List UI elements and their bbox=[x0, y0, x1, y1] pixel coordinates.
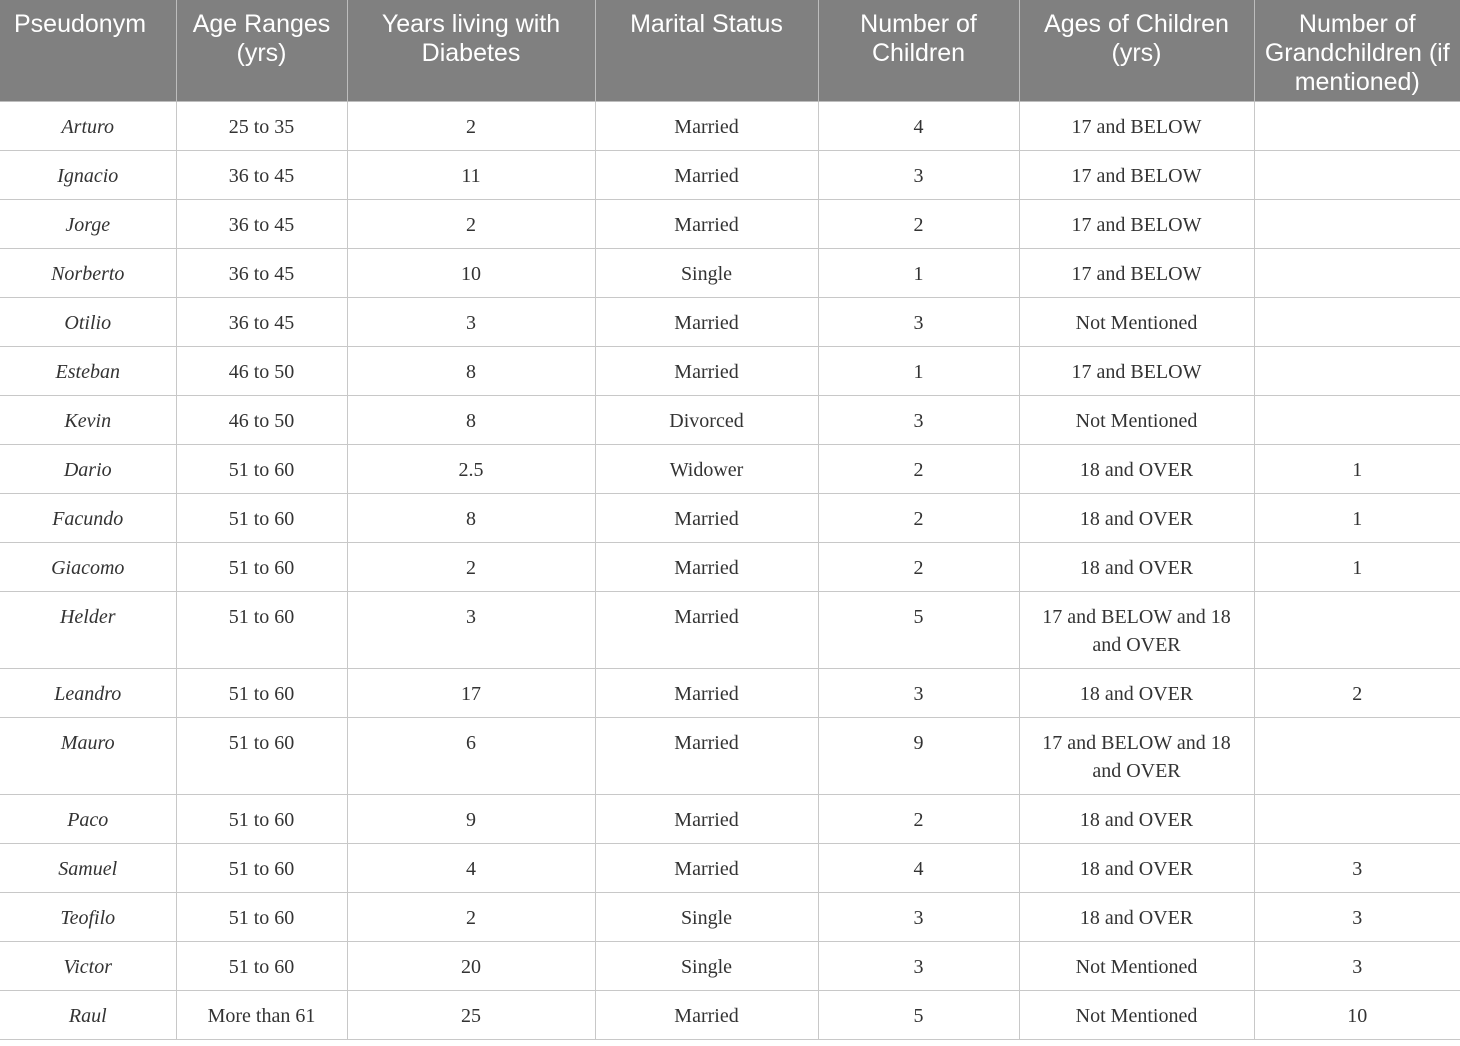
cell-ages-of-children: Not Mentioned bbox=[1019, 297, 1254, 346]
table-row bbox=[0, 843, 1460, 892]
header-age-ranges: Age Ranges (yrs) bbox=[176, 0, 347, 101]
cell-marital-status: Divorced bbox=[595, 395, 818, 444]
cell-age-range: 36 to 45 bbox=[176, 297, 347, 346]
cell-age-range: 51 to 60 bbox=[176, 542, 347, 591]
cell-number-of-children: 1 bbox=[818, 248, 1019, 297]
cell-number-of-children: 3 bbox=[818, 892, 1019, 941]
table-row bbox=[0, 150, 1460, 199]
cell-pseudonym: Paco bbox=[0, 794, 176, 843]
cell-age-range: 36 to 45 bbox=[176, 248, 347, 297]
table-body bbox=[0, 101, 1460, 1039]
table-header-row bbox=[0, 0, 1460, 101]
table-row bbox=[0, 892, 1460, 941]
cell-number-of-children: 2 bbox=[818, 493, 1019, 542]
header-marital-status: Marital Status bbox=[595, 0, 818, 101]
table-row bbox=[0, 395, 1460, 444]
cell-pseudonym: Kevin bbox=[0, 395, 176, 444]
cell-years-with-diabetes: 8 bbox=[347, 346, 595, 395]
cell-number-of-grandchildren: 1 bbox=[1254, 444, 1460, 493]
table-row bbox=[0, 346, 1460, 395]
cell-ages-of-children: 18 and OVER bbox=[1019, 794, 1254, 843]
table-row bbox=[0, 493, 1460, 542]
cell-ages-of-children: 18 and OVER bbox=[1019, 843, 1254, 892]
cell-years-with-diabetes: 4 bbox=[347, 843, 595, 892]
cell-marital-status: Married bbox=[595, 794, 818, 843]
cell-marital-status: Married bbox=[595, 843, 818, 892]
cell-number-of-children: 2 bbox=[818, 542, 1019, 591]
cell-years-with-diabetes: 2 bbox=[347, 542, 595, 591]
cell-years-with-diabetes: 8 bbox=[347, 493, 595, 542]
cell-number-of-children: 3 bbox=[818, 395, 1019, 444]
cell-number-of-grandchildren bbox=[1254, 101, 1460, 150]
header-number-of-children: Number of Children bbox=[818, 0, 1019, 101]
cell-ages-of-children: 17 and BELOW bbox=[1019, 101, 1254, 150]
table-row bbox=[0, 248, 1460, 297]
cell-age-range: 51 to 60 bbox=[176, 493, 347, 542]
cell-years-with-diabetes: 2 bbox=[347, 101, 595, 150]
cell-number-of-grandchildren: 1 bbox=[1254, 542, 1460, 591]
cell-marital-status: Married bbox=[595, 591, 818, 668]
cell-marital-status: Married bbox=[595, 346, 818, 395]
cell-age-range: 36 to 45 bbox=[176, 150, 347, 199]
cell-ages-of-children: 17 and BELOW bbox=[1019, 248, 1254, 297]
cell-pseudonym: Ignacio bbox=[0, 150, 176, 199]
cell-years-with-diabetes: 6 bbox=[347, 717, 595, 794]
cell-pseudonym: Norberto bbox=[0, 248, 176, 297]
table-row bbox=[0, 591, 1460, 668]
cell-age-range: 25 to 35 bbox=[176, 101, 347, 150]
cell-number-of-grandchildren bbox=[1254, 150, 1460, 199]
cell-marital-status: Single bbox=[595, 248, 818, 297]
cell-years-with-diabetes: 3 bbox=[347, 591, 595, 668]
cell-pseudonym: Mauro bbox=[0, 717, 176, 794]
cell-age-range: 51 to 60 bbox=[176, 794, 347, 843]
cell-number-of-grandchildren: 1 bbox=[1254, 493, 1460, 542]
cell-number-of-grandchildren bbox=[1254, 297, 1460, 346]
cell-number-of-grandchildren: 3 bbox=[1254, 843, 1460, 892]
cell-number-of-grandchildren: 10 bbox=[1254, 990, 1460, 1039]
cell-pseudonym: Raul bbox=[0, 990, 176, 1039]
cell-years-with-diabetes: 2.5 bbox=[347, 444, 595, 493]
cell-number-of-children: 5 bbox=[818, 591, 1019, 668]
cell-number-of-grandchildren bbox=[1254, 199, 1460, 248]
cell-number-of-children: 3 bbox=[818, 150, 1019, 199]
cell-number-of-children: 1 bbox=[818, 346, 1019, 395]
cell-pseudonym: Dario bbox=[0, 444, 176, 493]
cell-ages-of-children: 18 and OVER bbox=[1019, 892, 1254, 941]
cell-age-range: 51 to 60 bbox=[176, 591, 347, 668]
cell-number-of-children: 2 bbox=[818, 444, 1019, 493]
cell-pseudonym: Teofilo bbox=[0, 892, 176, 941]
cell-ages-of-children: 18 and OVER bbox=[1019, 668, 1254, 717]
cell-number-of-children: 3 bbox=[818, 941, 1019, 990]
cell-pseudonym: Victor bbox=[0, 941, 176, 990]
cell-years-with-diabetes: 2 bbox=[347, 892, 595, 941]
cell-years-with-diabetes: 8 bbox=[347, 395, 595, 444]
table-row bbox=[0, 199, 1460, 248]
cell-marital-status: Married bbox=[595, 668, 818, 717]
cell-ages-of-children: 17 and BELOW bbox=[1019, 150, 1254, 199]
cell-number-of-children: 4 bbox=[818, 843, 1019, 892]
cell-pseudonym: Arturo bbox=[0, 101, 176, 150]
cell-years-with-diabetes: 17 bbox=[347, 668, 595, 717]
table-row bbox=[0, 717, 1460, 794]
cell-pseudonym: Jorge bbox=[0, 199, 176, 248]
cell-years-with-diabetes: 3 bbox=[347, 297, 595, 346]
table-row bbox=[0, 668, 1460, 717]
cell-years-with-diabetes: 11 bbox=[347, 150, 595, 199]
table-row bbox=[0, 444, 1460, 493]
cell-ages-of-children: Not Mentioned bbox=[1019, 941, 1254, 990]
cell-number-of-grandchildren bbox=[1254, 591, 1460, 668]
cell-pseudonym: Giacomo bbox=[0, 542, 176, 591]
cell-age-range: 51 to 60 bbox=[176, 668, 347, 717]
cell-pseudonym: Esteban bbox=[0, 346, 176, 395]
cell-pseudonym: Otilio bbox=[0, 297, 176, 346]
header-number-of-grandchildren: Number of Grandchildren (if mentioned) bbox=[1254, 0, 1460, 101]
header-pseudonym: Pseudonym bbox=[0, 0, 176, 101]
cell-marital-status: Single bbox=[595, 892, 818, 941]
cell-ages-of-children: 17 and BELOW and 18 and OVER bbox=[1019, 591, 1254, 668]
cell-pseudonym: Samuel bbox=[0, 843, 176, 892]
cell-number-of-children: 5 bbox=[818, 990, 1019, 1039]
table-row bbox=[0, 297, 1460, 346]
cell-ages-of-children: 17 and BELOW and 18 and OVER bbox=[1019, 717, 1254, 794]
cell-number-of-grandchildren bbox=[1254, 395, 1460, 444]
cell-ages-of-children: 18 and OVER bbox=[1019, 444, 1254, 493]
header-years-with-diabetes: Years living with Diabetes bbox=[347, 0, 595, 101]
cell-ages-of-children: Not Mentioned bbox=[1019, 395, 1254, 444]
cell-age-range: 36 to 45 bbox=[176, 199, 347, 248]
cell-marital-status: Married bbox=[595, 493, 818, 542]
cell-number-of-grandchildren bbox=[1254, 794, 1460, 843]
cell-ages-of-children: 17 and BELOW bbox=[1019, 199, 1254, 248]
cell-age-range: 46 to 50 bbox=[176, 346, 347, 395]
table-row bbox=[0, 542, 1460, 591]
cell-number-of-grandchildren bbox=[1254, 717, 1460, 794]
cell-ages-of-children: 17 and BELOW bbox=[1019, 346, 1254, 395]
header-ages-of-children: Ages of Children (yrs) bbox=[1019, 0, 1254, 101]
cell-number-of-children: 3 bbox=[818, 297, 1019, 346]
cell-age-range: 51 to 60 bbox=[176, 892, 347, 941]
cell-pseudonym: Leandro bbox=[0, 668, 176, 717]
cell-number-of-children: 4 bbox=[818, 101, 1019, 150]
table-row bbox=[0, 794, 1460, 843]
cell-number-of-children: 9 bbox=[818, 717, 1019, 794]
cell-marital-status: Widower bbox=[595, 444, 818, 493]
cell-years-with-diabetes: 10 bbox=[347, 248, 595, 297]
cell-number-of-children: 2 bbox=[818, 199, 1019, 248]
cell-age-range: 51 to 60 bbox=[176, 941, 347, 990]
cell-number-of-grandchildren: 3 bbox=[1254, 941, 1460, 990]
cell-years-with-diabetes: 9 bbox=[347, 794, 595, 843]
cell-marital-status: Married bbox=[595, 199, 818, 248]
cell-age-range: 51 to 60 bbox=[176, 843, 347, 892]
table-row bbox=[0, 941, 1460, 990]
cell-marital-status: Married bbox=[595, 297, 818, 346]
cell-number-of-grandchildren bbox=[1254, 248, 1460, 297]
cell-years-with-diabetes: 20 bbox=[347, 941, 595, 990]
table-row bbox=[0, 990, 1460, 1039]
cell-years-with-diabetes: 2 bbox=[347, 199, 595, 248]
cell-number-of-children: 2 bbox=[818, 794, 1019, 843]
table-row bbox=[0, 101, 1460, 150]
cell-number-of-grandchildren bbox=[1254, 346, 1460, 395]
cell-pseudonym: Helder bbox=[0, 591, 176, 668]
cell-years-with-diabetes: 25 bbox=[347, 990, 595, 1039]
cell-marital-status: Married bbox=[595, 990, 818, 1039]
cell-age-range: 51 to 60 bbox=[176, 717, 347, 794]
cell-ages-of-children: 18 and OVER bbox=[1019, 542, 1254, 591]
cell-number-of-children: 3 bbox=[818, 668, 1019, 717]
cell-age-range: 51 to 60 bbox=[176, 444, 347, 493]
cell-age-range: More than 61 bbox=[176, 990, 347, 1039]
cell-marital-status: Married bbox=[595, 101, 818, 150]
cell-ages-of-children: Not Mentioned bbox=[1019, 990, 1254, 1039]
cell-marital-status: Married bbox=[595, 150, 818, 199]
cell-marital-status: Married bbox=[595, 717, 818, 794]
cell-marital-status: Single bbox=[595, 941, 818, 990]
cell-marital-status: Married bbox=[595, 542, 818, 591]
cell-ages-of-children: 18 and OVER bbox=[1019, 493, 1254, 542]
cell-number-of-grandchildren: 2 bbox=[1254, 668, 1460, 717]
cell-pseudonym: Facundo bbox=[0, 493, 176, 542]
cell-number-of-grandchildren: 3 bbox=[1254, 892, 1460, 941]
cell-age-range: 46 to 50 bbox=[176, 395, 347, 444]
